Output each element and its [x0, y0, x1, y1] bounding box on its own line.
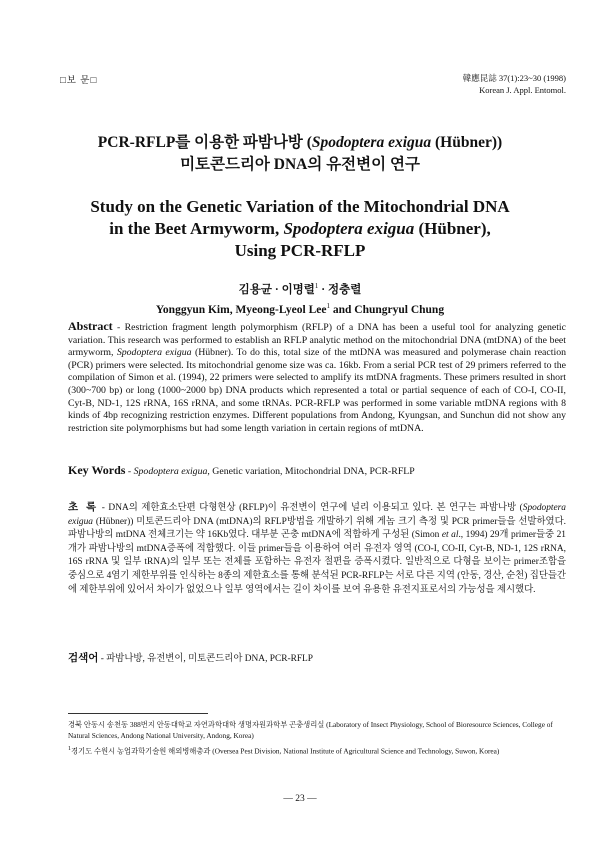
english-title-line1: Study on the Genetic Variation of the Mitochondrial DNA [90, 197, 510, 216]
korean-abstract: 초 록 - DNA의 제한효소단편 다형현상 (RFLP)이 유전변이 연구에 널리 이용되고 있다. 본 연구는 파밤나방 (Spodoptera exigua (Hübner)) 미토콘드리아 DNA (mtDNA)의 RFLP방법을 개발하기 위해 게놈 크기 측정 및 PCR primer들을 선발하였다. 파밤나방의 mtDNA 전체크기는 약 16Kb였다. 대부분 곤충 mtDNA에 적합하게 구성된 (Simon et al., 1994) 29개 primer들중 21개가 파밤나방의 mtDNA증폭에 적합했다. 이들 primer들을 이용하여 여러 유전자 영역 (CO-I, CO-II, Cyt-B, ND-1, 12S rRNA, 16S rRNA 및 일부 tRNA)의 일부 또는 전체를 포함하는 유전자 절편을 증폭시켰다. 일반적으로 다형을 보이는 primer조합을 중심으로 4염기 제한부위를 인식하는 8종의 제한효소를 통해 분석된 PCR-RFLP는 서로 다른 지역 (안동, 경산, 순천) 집단들간에 제한부위에 있어서 차이가 없었으나 일부 영역에서는 길이 차이를 보여 유용한 유전지표로서의 가능성을 제시했다. [68, 502, 566, 595]
species-name: Spodoptera exigua [133, 466, 208, 477]
species-name: Spodoptera exigua [68, 503, 566, 527]
korean-title [0, 132, 600, 176]
article-type-label: □보 문□ [60, 76, 98, 86]
key-words-label: Key Words [68, 463, 126, 477]
korean-title-line1: PCR-RFLP를 이용한 파밤나방 (Spodoptera exigua (Hübner)) [97, 134, 503, 151]
authors [0, 278, 600, 318]
english-title-line2: in the Beet Armyworm, Spodoptera exigua (Hübner), [109, 219, 491, 238]
english-title-line3: Using PCR-RFLP [234, 241, 366, 260]
korean-title-line2: 미토콘드리아 DNA의 유전변이 연구 [180, 156, 420, 173]
journal-header [463, 72, 566, 96]
authors-english: Yonggyun Kim, Myeong-Lyeol Lee$^1$ and Chungryul Chung [155, 301, 445, 316]
species-name: Spodoptera exigua [311, 134, 432, 151]
citation: 37(1):23~30 (1998) [498, 73, 566, 83]
english-title [0, 196, 600, 262]
journal-name-en: Korean J. Appl. Entomol. [479, 85, 566, 95]
abstract-label: Abstract [68, 319, 113, 333]
abstract: Abstract - Restriction fragment length polymorphism (RFLP) of a DNA has been a useful tool for analyzing genetic variation. This research was performed to establish an RFLP analytic method on the mitochondrial DNA (mtDNA) of the beet armyworm, Spodoptera exigua (Hübner). To do this, total size of the mtDNA was measured and polymerase chain reaction (PCR) primers were selected. Its mitochondrial genome size was ca. 16kb. From a serial PCR test of 29 primers referred to the compilation of Simon et al. (1994), 22 primers were selected to amplify its mtDNA fragments. These primers resulted in short (300~700 bp) or long (1000~2000 bp) DNA products which represented a total or partial sequence of each of CO-I, CO-II, Cyt-B, ND-1, 12S rRNA, 16S rRNA, and some tRNAs. PCR-RFLP was performed in some variable mtDNA regions with 8 kinds of 4bp recognizing restriction enzymes. Different populations from Andong, Kyungsan, and Sunchun did not show any restriction site polymorphisms but had some length variation in certain regions of mtDNA. [68, 319, 566, 434]
key-words: Key Words - Spodoptera exigua, Genetic variation, Mitochondrial DNA, PCR-RFLP [68, 463, 415, 477]
journal-name-ko: 韓應昆誌 [462, 73, 497, 83]
et-al: et al [441, 530, 459, 541]
footnote-affiliation-1: $^1$경기도 수원시 농업과학기술원 해외병해충과 (Oversea Pest Division, National Institute of Agricultural Science and Technology, Suwon, Korea) [68, 746, 500, 756]
species-name: Spodoptera exigua [116, 347, 192, 359]
korean-abstract-label: 초 록 [68, 502, 99, 513]
footnote-affiliation: 경북 안동시 송천동 388번지 안동대학교 자연과학대학 생명자원과학부 곤충생리실 (Laboratory of Insect Physiology, School of Bioresource Sciences, College of Natural Sciences, Andong National University, Andong, Korea) [68, 720, 553, 740]
page-number: — 23 — [283, 794, 317, 804]
korean-keywords-label: 검색어 [68, 653, 99, 664]
species-name: Spodoptera exigua [283, 219, 415, 238]
korean-keywords: 검색어 - 파밤나방, 유전변이, 미토콘드리아 DNA, PCR-RFLP [68, 653, 314, 664]
authors-korean: 김용균 · 이명렬$^1$ · 정충렬 [238, 282, 362, 296]
footnote-divider [68, 713, 208, 714]
journal-citation [463, 72, 566, 84]
